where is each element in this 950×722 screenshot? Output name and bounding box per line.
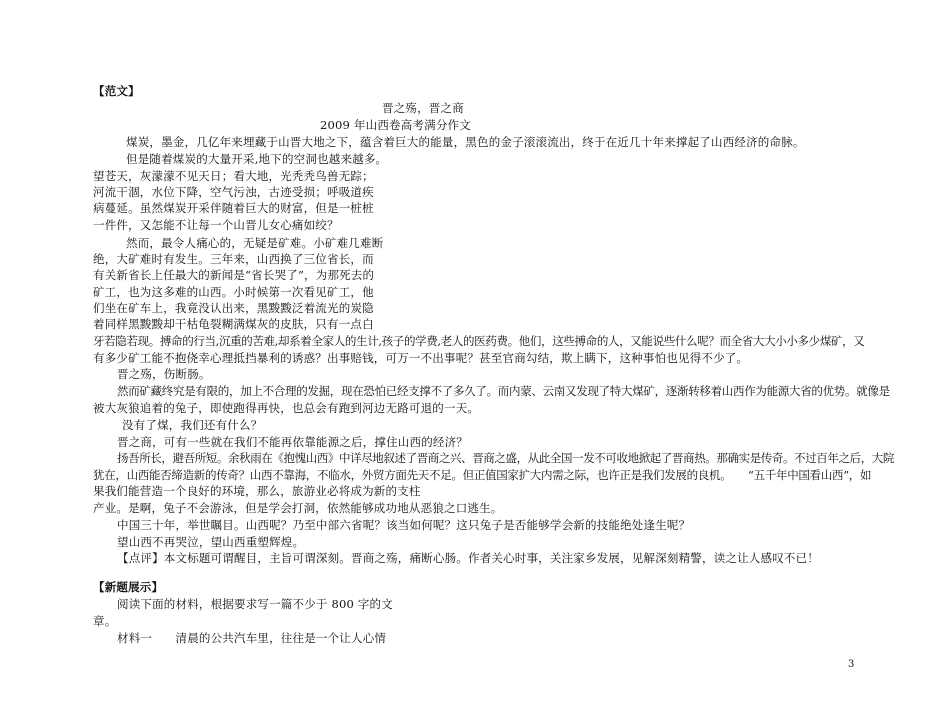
text-line: 犹在，山西能否缔造新的传奇？山西不靠海，不临水，外贸方面先天不足。但正值国家扩大内需之际，也许正是我们发展的良机。 “五千年中国看山西”，如 [93,468,872,482]
text-line: 矿工，也为这多难的山西。小时候第一次看见矿工，他 [93,285,374,299]
text-line: 中国三十年，举世瞩目。山西呢？乃至中部六省呢？该当如何呢？这只兔子是否能够学会新的技能绝处逢生呢？ [117,518,691,532]
page-number: 3 [848,659,855,670]
text-line: 有关新省长上任最大的新闻是“省长哭了”，为那死去的 [93,268,375,282]
text-line: 被大灰狼追着的兔子，即使跑得再快，也总会有跑到河边无路可退的一天。 [93,401,480,415]
text-line: 但是随着煤炭的大量开采,地下的空洞也越来越多。 [126,152,388,166]
text-line: 绝，大矿难时有发生。三年来，山西换了三位省长，而 [93,252,374,266]
comment-line: 【点评】本文标题可谓醒目，主旨可谓深刻。晋商之殇，痛断心肠。作者关心时事，关注家乡发展，见解深刻精警，读之让人感叹不已！ [117,551,819,565]
essay-subtitle: 2009 年山西卷高考满分作文 [320,118,471,132]
text-line: 没有了煤，我们还有什么？ [122,418,263,432]
section-label: 【范文】 [93,84,140,98]
section-label: 【新题展示】 [93,580,164,594]
essay-title: 晋之殇，晋之商 [382,101,464,115]
text-line: 晋之殇，伤断肠。 [117,367,211,381]
text-line: 果我们能营造一个良好的环境，那么，旅游业必将成为新的支柱 [93,484,421,498]
text-line: 然而矿藏终究是有限的，加上不合理的发掘，现在恐怕已经支撑不了多久了。而内蒙、云南又发现了特大煤矿，逐渐转移着山西作为能源大省的优势。就像是 [117,384,890,398]
text-line: 然而，最令人痛心的，无疑是矿难。小矿难几难断 [126,236,384,250]
text-line: 有多少矿工能不抱侥幸心理抵挡暴利的诱惑？出事赔钱，可万一不出事呢？甚至官商勾结，欺上瞒下，这种事怕也见得不少了。 [93,351,749,365]
text-line: 晋之商，可有一些就在我们不能再依靠能源之后，撑住山西的经济？ [117,435,468,449]
text-line: 材料一 清晨的公共汽车里，往往是一个让人心情 [117,631,387,645]
text-line: 扬吾所长，避吾所短。余秋雨在《抱愧山西》中详尽地叙述了晋商之兴、晋商之盛，从此全国一发不可收地掀起了晋商热。那确实是传奇。不过百年之后，大院 [117,451,894,465]
text-line: 病蔓延。虽然煤炭开采伴随着巨大的财富，但是一桩桩 [93,201,374,215]
text-line: 牙若隐若现。搏命的行当,沉重的苦难,却系着全家人的生计,孩子的学费,老人的医药费。他们，这些搏命的人，又能说些什么呢？而全省大大小小多少煤矿，又 [93,334,865,348]
text-line: 煤炭，墨金，几亿年来埋藏于山晋大地之下，蕴含着巨大的能量，黑色的金子滚滚流出，终于在近几十年来撑起了山西经济的命脉。 [126,135,805,149]
text-line: 产业。是啊，兔子不会游泳，但是学会打洞，依然能够成功地从恶狼之口逃生。 [93,501,503,515]
text-line: 们坐在矿车上，我竟没认出来，黑黢黢泛着流光的炭隐 [93,301,374,315]
text-line: 着同样黑黢黢却干枯龟裂糊满煤灰的皮肤，只有一点白 [93,317,374,331]
text-line: 望山西不再哭泣，望山西重塑辉煌。 [117,535,305,549]
text-line: 望苍天，灰濛濛不见天日；看大地，光秃秃鸟兽无踪； [93,169,374,183]
text-line: 河流干涸，水位下降，空气污浊，古迹受损；呼吸道疾 [93,185,374,199]
text-line: 一件件，又怎能不让每一个山晋儿女心痛如绞？ [93,218,339,232]
text-line: 阅读下面的材料，根据要求写一篇不少于 800 字的文 [117,597,393,611]
text-line: 章。 [93,614,117,628]
